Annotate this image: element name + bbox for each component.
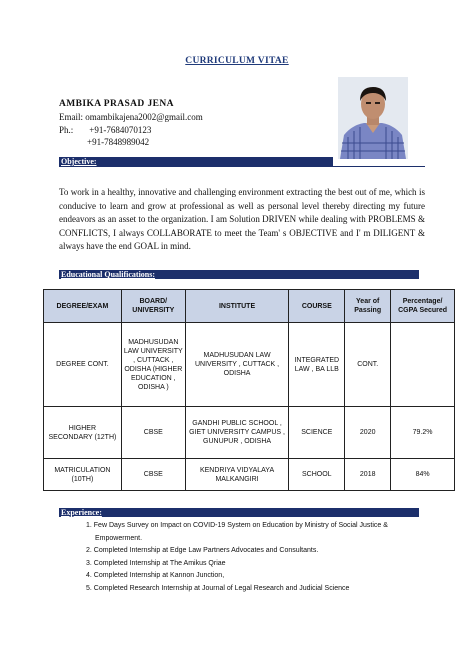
- table-cell: SCHOOL: [289, 459, 345, 491]
- phone-label: Ph.:: [59, 125, 74, 135]
- education-heading: Educational Qualifications:: [61, 270, 156, 279]
- email-address[interactable]: omambikajena2002@gmail.com: [85, 112, 203, 122]
- table-row: [44, 407, 455, 459]
- column-header: Year of Passing: [345, 290, 391, 323]
- profile-photo: [338, 77, 408, 159]
- table-cell: CBSE: [121, 407, 185, 459]
- table-header-row: [44, 290, 455, 323]
- experience-heading: Experience:: [61, 508, 102, 517]
- table-cell: GANDHI PUBLIC SCHOOL , GIET UNIVERSITY CAMPUS , GUNUPUR , ODISHA: [185, 407, 289, 459]
- list-item: 1. Few Days Survey on Impact on COVID-19 System on Education by Ministry of Social Justice &: [86, 522, 388, 529]
- list-item: 2. Completed Internship at Edge Law Partners Advocates and Consultants.: [86, 547, 319, 554]
- table-cell: MADHUSUDAN LAW UNIVERSITY , CUTTACK , ODISHA: [185, 323, 289, 407]
- candidate-name: AMBIKA PRASAD JENA: [59, 99, 174, 109]
- column-header: INSTITUTE: [185, 290, 289, 323]
- table-row: [44, 323, 455, 407]
- column-header: Percentage/ CGPA Secured: [391, 290, 455, 323]
- table-cell: KENDRIYA VIDYALAYA MALKANGIRI: [185, 459, 289, 491]
- objective-divider: [59, 166, 425, 167]
- list-item: 3. Completed Internship at The Amikus Qriae: [86, 559, 226, 567]
- list-item-continuation: Empowerment.: [95, 534, 143, 542]
- list-item: 5. Completed Research Internship at Journal of Legal Research and Judicial Science: [86, 584, 350, 592]
- phone-number-2: +91-7848989042: [87, 137, 150, 147]
- table-cell: 84%: [391, 459, 455, 491]
- table-cell: MADHUSUDAN LAW UNIVERSITY , CUTTACK , ODISHA (HIGHER EDUCATION , ODISHA ): [121, 323, 185, 407]
- table-cell: SCIENCE: [289, 407, 345, 459]
- page-title: CURRICULUM VITAE: [185, 56, 289, 66]
- table-cell: DEGREE CONT.: [44, 323, 122, 407]
- phone-number-1: +91-7684070123: [89, 125, 152, 135]
- email-line: [59, 112, 203, 122]
- profile-photo-graphic: [338, 77, 408, 159]
- list-item: 4. Completed Internship at Kannon Junction,: [86, 572, 225, 579]
- table-cell: CONT.: [345, 323, 391, 407]
- experience-list: [86, 520, 426, 595]
- objective-text: To work in a healthy, innovative and challenging environment extracting the best out of me, which is conducive to learn and grow at professional as well as personal level thereby directing my future endeavors as an asset to the organization. I am Solution DRIVEN while dealing with PROBLEMS & CONFLICTS, I always COLLABORATE to meet the Team' s OBJECTIVE and I' m DILIGENT & always have the end GOAL in mind.: [59, 187, 425, 251]
- table-cell: HIGHER SECONDARY (12TH): [44, 407, 122, 459]
- column-header: DEGREE/EXAM: [44, 290, 122, 323]
- objective-heading: Objective:: [61, 157, 97, 166]
- table-cell: 2020: [345, 407, 391, 459]
- table-cell: 2018: [345, 459, 391, 491]
- education-table: [43, 289, 455, 491]
- column-header: BOARD/ UNIVERSITY: [121, 290, 185, 323]
- email-label: Email:: [59, 112, 83, 122]
- education-heading-bar: [59, 270, 419, 279]
- phone-line-1: [59, 125, 151, 135]
- table-cell: INTEGRATED LAW , BA LLB: [289, 323, 345, 407]
- table-cell: 79.2%: [391, 407, 455, 459]
- table-row: [44, 459, 455, 491]
- table-cell: CBSE: [121, 459, 185, 491]
- experience-heading-bar: [59, 508, 419, 517]
- table-cell: [391, 323, 455, 407]
- column-header: COURSE: [289, 290, 345, 323]
- table-cell: MATRICULATION (10TH): [44, 459, 122, 491]
- objective-heading-bar: [59, 157, 333, 166]
